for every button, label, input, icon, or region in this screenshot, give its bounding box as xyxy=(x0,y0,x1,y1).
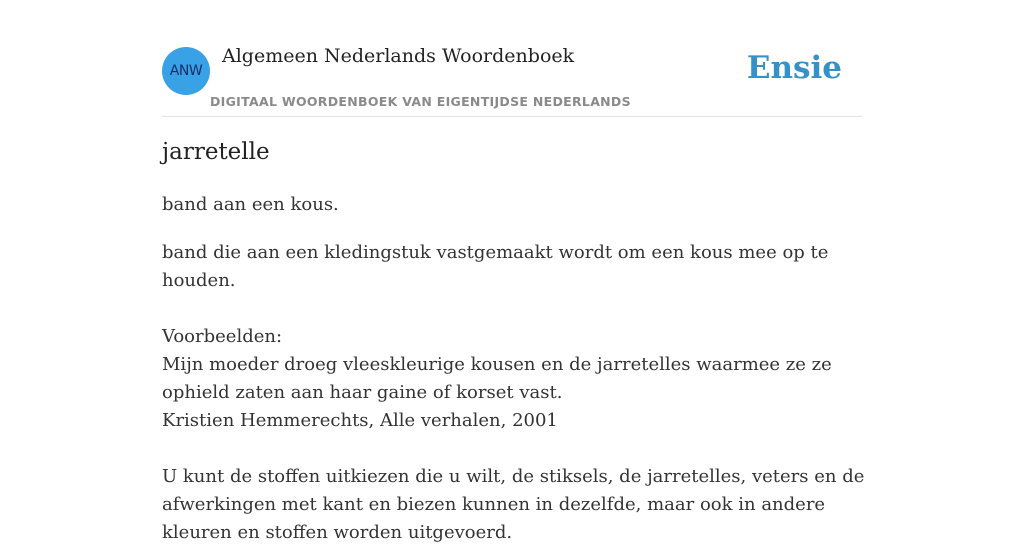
definition: band die aan een kledingstuk vastgemaakt wordt om een kous mee op te houden. xyxy=(162,242,829,291)
entry-body xyxy=(162,239,872,547)
short-definition: band aan een kous. xyxy=(162,194,339,215)
site-title[interactable]: Algemeen Nederlands Woordenboek xyxy=(222,45,575,67)
anw-logo[interactable]: ANW xyxy=(162,47,210,95)
site-subtitle: DIGITAAL WOORDENBOEK VAN EIGENTIJDSE NEDERLANDS xyxy=(210,94,631,109)
example-text: U kunt de stoffen uitkiezen die u wilt, de stiksels, de jarretelles, veters en de afwerkingen met kant en biezen kunnen in dezelfde, maar ook in andere kleuren en stoffen worden uitgevoerd. xyxy=(162,466,865,543)
example-text: Mijn moeder droeg vleeskleurige kousen en de jarretelles waarmee ze ze ophield zaten aan haar gaine of korset vast. xyxy=(162,354,832,403)
example-source: Kristien Hemmerechts, Alle verhalen, 2001 xyxy=(162,410,558,431)
examples-label: Voorbeelden: xyxy=(162,326,283,347)
site-header xyxy=(162,0,862,117)
ensie-logo[interactable]: Ensie xyxy=(746,50,842,86)
headword: jarretelle xyxy=(162,139,270,165)
